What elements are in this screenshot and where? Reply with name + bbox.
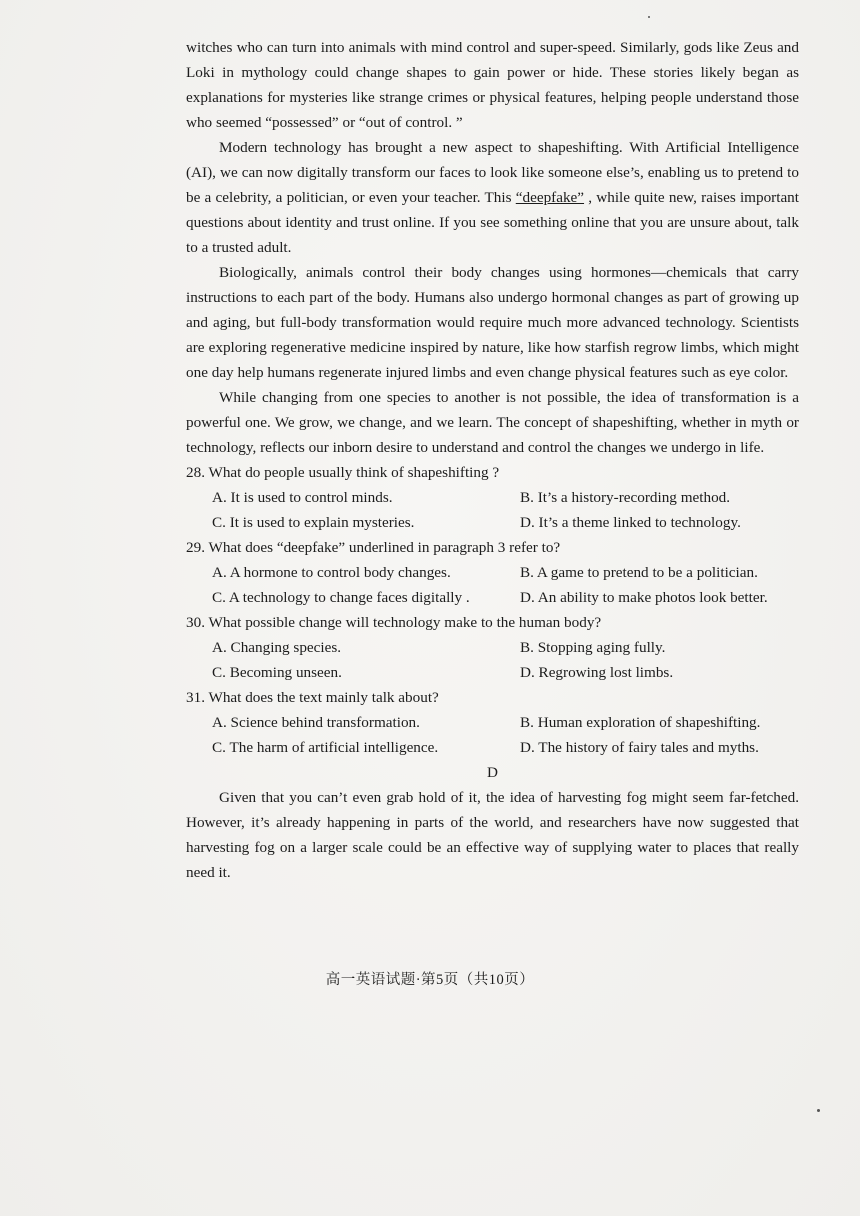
passage-paragraph-4: Biologically, animals control their body changes using hormones—chemicals that carry instructions to each part of the body. Humans also undergo hormonal changes as part of growing up and aging, but full-body transformation would require much more advanced technology. Scientists are exploring regenerative medicine inspired by nature, like how starfish regrow limbs, which might one day help humans regenerate injured limbs and even change physical features such as eye color. <box>186 264 799 381</box>
page-content <box>186 35 799 885</box>
deepfake-underlined-term: “deepfake” <box>515 189 585 206</box>
option-c: C. The harm of artificial intelligence. <box>212 739 439 756</box>
page-footer: 高一英语试题·第5页（共10页） <box>325 972 535 988</box>
question-stem: 28. What do people usually think of shapeshifting ? <box>186 464 500 481</box>
option-d: D. The history of fairy tales and myths. <box>520 739 759 756</box>
option-c: C. Becoming unseen. <box>212 664 342 681</box>
question-stem: 30. What possible change will technology make to the human body? <box>186 614 602 631</box>
passage-paragraph-3 <box>186 135 799 260</box>
option-b: B. Stopping aging fully. <box>520 639 666 656</box>
option-a: A. Science behind transformation. <box>212 714 420 731</box>
option-a: A. A hormone to control body changes. <box>212 564 451 581</box>
answer-options <box>186 485 799 535</box>
answer-options <box>186 710 799 760</box>
question-31 <box>186 685 799 760</box>
option-d: D. An ability to make photos look better. <box>520 589 768 606</box>
answer-options <box>186 560 799 610</box>
option-b: B. A game to pretend to be a politician. <box>520 564 758 581</box>
option-b: B. Human exploration of shapeshifting. <box>520 714 761 731</box>
scan-speck <box>648 16 650 18</box>
question-stem: 31. What does the text mainly talk about? <box>186 689 439 706</box>
section-d-paragraph-1: Given that you can’t even grab hold of it, the idea of harvesting fog might seem far-fetched. However, it’s already happening in parts of the world, and researchers have now suggested that harvesting fog on a larger scale could be an effective way of supplying water to places that really need it. <box>186 789 799 881</box>
paragraph-3-text-start: Modern technology has brought a new aspect to shapeshifting. With Artificial Intelligence (AI), we can now digitally transform our faces to look like someone else’s, enabling us to pretend to be a celebrity, a politician, or even your teacher. This <box>186 139 799 206</box>
question-28 <box>186 460 799 535</box>
passage-paragraph-5: While changing from one species to another is not possible, the idea of transformation is a powerful one. We grow, we change, and we learn. The concept of shapeshifting, whether in myth or technology, reflects our inborn desire to understand and control the changes we undergo in life. <box>186 389 799 456</box>
question-30 <box>186 610 799 685</box>
answer-options <box>186 635 799 685</box>
option-c: C. A technology to change faces digitally . <box>212 589 470 606</box>
option-a: A. It is used to control minds. <box>212 489 393 506</box>
question-stem: 29. What does “deepfake” underlined in paragraph 3 refer to? <box>186 539 561 556</box>
option-a: A. Changing species. <box>212 639 342 656</box>
option-c: C. It is used to explain mysteries. <box>212 514 415 531</box>
passage-paragraph-continued: witches who can turn into animals with mind control and super-speed. Similarly, gods like Zeus and Loki in mythology could change shapes to gain power or hide. These stories likely began as explanations for mysteries like strange crimes or physical features, helping people understand those who seemed “possessed” or “out of control. ” <box>186 39 799 131</box>
section-d-heading: D <box>487 764 498 781</box>
option-d: D. It’s a theme linked to technology. <box>520 514 741 531</box>
question-29 <box>186 535 799 610</box>
option-b: B. It’s a history-recording method. <box>520 489 731 506</box>
scan-speck <box>817 1109 820 1112</box>
option-d: D. Regrowing lost limbs. <box>520 664 674 681</box>
paragraph-3-text-end: , while quite new, raises important questions about identity and trust online. If you see something online that you are unsure about, talk to a trusted adult. <box>186 189 799 256</box>
